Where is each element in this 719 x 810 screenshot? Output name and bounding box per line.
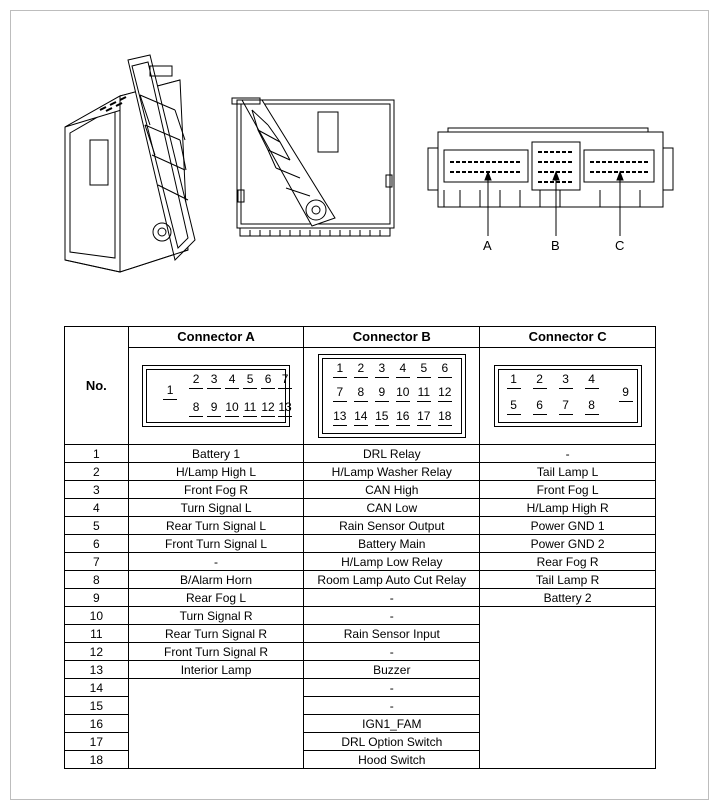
table-cell-no: 6 [65, 535, 129, 553]
table-row [65, 733, 656, 751]
connector-b-pin: 18 [436, 409, 454, 423]
table-cell-no: 16 [65, 715, 129, 733]
header-connector-b: Connector B [304, 327, 480, 348]
table-row [65, 445, 656, 463]
table-row [65, 679, 656, 697]
connector-b-pin: 15 [373, 409, 391, 423]
table-cell-no: 1 [65, 445, 129, 463]
table-cell-a: Battery 1 [128, 445, 304, 463]
header-connector-c: Connector C [480, 327, 656, 348]
header-connector-a: Connector A [128, 327, 304, 348]
table-row [65, 589, 656, 607]
table-cell-c: Battery 2 [480, 589, 656, 607]
connector-b-pin: 17 [415, 409, 433, 423]
table-cell-c: Rear Fog R [480, 553, 656, 571]
connector-b-pin: 2 [352, 361, 370, 375]
table-cell-a: - [128, 553, 304, 571]
table-cell-a [128, 679, 304, 697]
connector-b-pin: 1 [331, 361, 349, 375]
table-cell-b: H/Lamp Low Relay [304, 553, 480, 571]
table-cell-c: Power GND 1 [480, 517, 656, 535]
table-cell-a [128, 715, 304, 733]
table-cell-b: - [304, 643, 480, 661]
table-row [65, 553, 656, 571]
header-no: No. [65, 327, 129, 445]
table-cell-no: 3 [65, 481, 129, 499]
table-cell-c: Front Fog L [480, 481, 656, 499]
table-cell-c: Tail Lamp L [480, 463, 656, 481]
connector-b-pin: 11 [415, 385, 433, 399]
table-cell-c: Power GND 2 [480, 535, 656, 553]
table-cell-no: 8 [65, 571, 129, 589]
table-cell-a: Turn Signal R [128, 607, 304, 625]
table-cell-a [128, 751, 304, 769]
table-cell-b: - [304, 589, 480, 607]
connector-b-diagram-cell [304, 348, 480, 445]
connector-a-pin: 10 [223, 400, 241, 414]
connector-c-face [494, 365, 642, 427]
table-cell-b: Rain Sensor Output [304, 517, 480, 535]
table-cell-c [480, 661, 656, 679]
connector-a-pin: 7 [276, 372, 294, 386]
pin-assignment-table [64, 326, 656, 769]
table-cell-b: Buzzer [304, 661, 480, 679]
table-row [65, 625, 656, 643]
table-cell-no: 13 [65, 661, 129, 679]
table-cell-a: Interior Lamp [128, 661, 304, 679]
connector-c-pin: 3 [557, 372, 575, 386]
table-cell-no: 14 [65, 679, 129, 697]
table-cell-c: Tail Lamp R [480, 571, 656, 589]
table-cell-b: Hood Switch [304, 751, 480, 769]
connector-c-pin: 4 [583, 372, 601, 386]
table-row [65, 643, 656, 661]
connector-a-pin: 5 [241, 372, 259, 386]
table-cell-a: Turn Signal L [128, 499, 304, 517]
connector-b-pin: 16 [394, 409, 412, 423]
table-row [65, 499, 656, 517]
connector-b-pin: 9 [373, 385, 391, 399]
table-cell-b: H/Lamp Washer Relay [304, 463, 480, 481]
connector-b-pin: 14 [352, 409, 370, 423]
connector-b-pin: 4 [394, 361, 412, 375]
connector-b-pin: 7 [331, 385, 349, 399]
table-cell-a: Front Turn Signal R [128, 643, 304, 661]
connector-c-pin: 9 [617, 385, 635, 399]
table-row [65, 751, 656, 769]
callout-b: B [551, 238, 560, 253]
table-cell-no: 4 [65, 499, 129, 517]
table-cell-a: B/Alarm Horn [128, 571, 304, 589]
connector-b-pin: 12 [436, 385, 454, 399]
table-cell-c [480, 751, 656, 769]
table-cell-no: 7 [65, 553, 129, 571]
connector-a-pin: 1 [161, 383, 179, 397]
table-cell-a: Rear Turn Signal L [128, 517, 304, 535]
connector-a-pin: 2 [187, 372, 205, 386]
table-cell-c [480, 697, 656, 715]
connector-a-pin: 13 [276, 400, 294, 414]
table-cell-c [480, 733, 656, 751]
table-cell-c: H/Lamp High R [480, 499, 656, 517]
connector-b-pin: 10 [394, 385, 412, 399]
table-cell-a [128, 733, 304, 751]
table-row [65, 535, 656, 553]
table-row [65, 463, 656, 481]
connector-a-pin: 9 [205, 400, 223, 414]
connector-b-pin: 5 [415, 361, 433, 375]
table-cell-a: H/Lamp High L [128, 463, 304, 481]
connector-a-face [142, 365, 290, 427]
table-cell-b: - [304, 679, 480, 697]
table-row [65, 481, 656, 499]
table-cell-b: - [304, 697, 480, 715]
connector-a-pin: 12 [259, 400, 277, 414]
table-cell-b: - [304, 607, 480, 625]
connector-c-pin: 1 [505, 372, 523, 386]
connector-a-pin: 8 [187, 400, 205, 414]
table-row [65, 661, 656, 679]
connector-c-diagram-cell [480, 348, 656, 445]
pin-rows [65, 445, 656, 769]
callout-c: C [615, 238, 625, 253]
connector-c-pin: 6 [531, 398, 549, 412]
table-row [65, 571, 656, 589]
table-cell-b: Room Lamp Auto Cut Relay [304, 571, 480, 589]
connector-a-diagram-cell [128, 348, 304, 445]
table-cell-a [128, 697, 304, 715]
table-cell-b: Rain Sensor Input [304, 625, 480, 643]
table-cell-no: 9 [65, 589, 129, 607]
connector-c-pin: 5 [505, 398, 523, 412]
connector-a-pin: 4 [223, 372, 241, 386]
table-row [65, 517, 656, 535]
module-connector-view [428, 128, 673, 236]
table-cell-c [480, 625, 656, 643]
table-cell-no: 11 [65, 625, 129, 643]
connector-b-pin: 13 [331, 409, 349, 423]
connector-b-pin: 3 [373, 361, 391, 375]
module-isometric-view [65, 55, 195, 272]
connector-b-pin: 6 [436, 361, 454, 375]
table-cell-no: 5 [65, 517, 129, 535]
connector-b-face [318, 354, 466, 438]
table-cell-a: Front Fog R [128, 481, 304, 499]
table-cell-a: Front Turn Signal L [128, 535, 304, 553]
table-cell-b: DRL Relay [304, 445, 480, 463]
table-cell-b: CAN High [304, 481, 480, 499]
table-cell-no: 17 [65, 733, 129, 751]
table-cell-a: Rear Turn Signal R [128, 625, 304, 643]
table-cell-c [480, 607, 656, 625]
connector-c-pin: 2 [531, 372, 549, 386]
table-cell-c: - [480, 445, 656, 463]
table-cell-no: 18 [65, 751, 129, 769]
connector-b-pin: 8 [352, 385, 370, 399]
table-cell-c [480, 643, 656, 661]
table-cell-b: Battery Main [304, 535, 480, 553]
module-side-view [232, 98, 394, 236]
table-cell-b: IGN1_FAM [304, 715, 480, 733]
connector-a-pin: 11 [241, 400, 259, 414]
table-cell-c [480, 679, 656, 697]
table-row [65, 697, 656, 715]
table-row [65, 607, 656, 625]
table-cell-no: 10 [65, 607, 129, 625]
table-cell-no: 12 [65, 643, 129, 661]
table-cell-c [480, 715, 656, 733]
table-cell-b: CAN Low [304, 499, 480, 517]
table-cell-a: Rear Fog L [128, 589, 304, 607]
connector-c-pin: 8 [583, 398, 601, 412]
module-illustrations [0, 0, 719, 300]
connector-c-pin: 7 [557, 398, 575, 412]
table-cell-b: DRL Option Switch [304, 733, 480, 751]
table-row [65, 715, 656, 733]
connector-a-pin: 6 [259, 372, 277, 386]
connector-a-pin: 3 [205, 372, 223, 386]
table-cell-no: 15 [65, 697, 129, 715]
table-cell-no: 2 [65, 463, 129, 481]
callout-a: A [483, 238, 492, 253]
